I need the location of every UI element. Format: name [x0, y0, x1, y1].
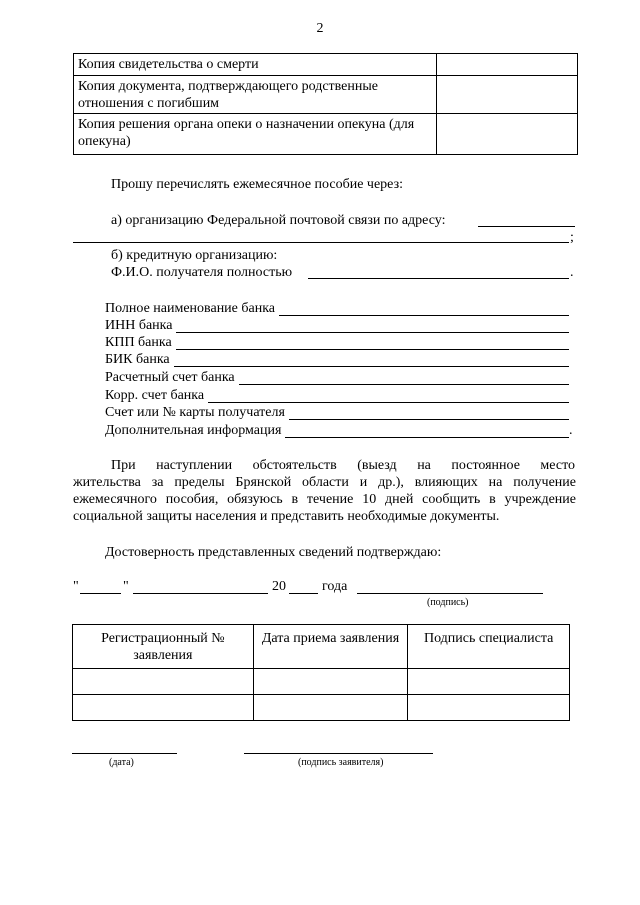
- bank-field-label: БИК банка: [105, 352, 170, 367]
- option-b-label: б) кредитную организацию:: [111, 248, 278, 263]
- table-row: [73, 695, 570, 721]
- doc-label: Копия документа, подтверждающего родственные отношения с погибшим: [74, 76, 437, 114]
- doc-label: Копия свидетельства о смерти: [74, 54, 437, 76]
- postal-address-field-2[interactable]: [73, 242, 569, 243]
- table-row: [74, 76, 578, 114]
- year-suffix: года: [322, 579, 348, 594]
- day-field[interactable]: [80, 593, 121, 594]
- footer-date-field[interactable]: [72, 753, 177, 754]
- bank-field-label: Расчетный счет банка: [105, 370, 235, 385]
- registration-table: [72, 624, 570, 721]
- header-specialist-signature: Подпись специалиста: [408, 625, 570, 669]
- table-cell[interactable]: [253, 669, 408, 695]
- table-cell[interactable]: [408, 669, 570, 695]
- bank-field-row[interactable]: [105, 351, 575, 368]
- table-row: [74, 54, 578, 76]
- footer-signature-caption: (подпись заявителя): [298, 757, 384, 768]
- additional-info-input[interactable]: [285, 422, 569, 438]
- documents-table: [73, 53, 578, 155]
- header-registration-number: Регистрационный № заявления: [73, 625, 254, 669]
- semicolon: ;: [570, 230, 574, 245]
- table-row: [74, 114, 578, 155]
- bank-field-row[interactable]: Дополнительная информация .: [105, 423, 573, 438]
- quote-open: ": [73, 579, 79, 594]
- month-field[interactable]: [133, 593, 268, 594]
- bank-field-label: ИНН банка: [105, 318, 173, 333]
- obligation-line-1: При наступлении обстоятельств (выезд на постоянное место: [111, 458, 575, 473]
- page-number: 2: [316, 21, 324, 36]
- obligation-line-3: ежемесячного пособия, обязуюсь в течение 10 дней сообщить в учреждение: [73, 492, 576, 507]
- card-number-input[interactable]: [289, 404, 569, 420]
- bank-name-input[interactable]: [279, 300, 569, 316]
- bank-field-label: КПП банка: [105, 335, 172, 350]
- table-cell[interactable]: [408, 695, 570, 721]
- doc-check-cell[interactable]: [437, 54, 578, 76]
- bank-field-label: Дополнительная информация: [105, 423, 282, 438]
- bank-field-label: Счет или № карты получателя: [105, 405, 285, 420]
- bik-input[interactable]: [174, 351, 569, 367]
- kpp-input[interactable]: [176, 334, 569, 350]
- payment-intro: Прошу перечислять ежемесячное пособие через:: [111, 177, 403, 192]
- recipient-label: Ф.И.О. получателя полностью: [111, 265, 293, 280]
- doc-label: Копия решения органа опеки о назначении опекуна (для опекуна): [74, 114, 437, 155]
- footer-date-caption: (дата): [109, 757, 134, 768]
- bank-field-row[interactable]: [105, 334, 575, 351]
- doc-check-cell[interactable]: [437, 76, 578, 114]
- account-input[interactable]: [239, 369, 569, 385]
- quote-close: ": [123, 579, 129, 594]
- doc-check-cell[interactable]: [437, 114, 578, 155]
- year-field[interactable]: [289, 593, 318, 594]
- obligation-line-4: социальной защиты населения и представить необходимые документы.: [73, 509, 500, 524]
- table-cell[interactable]: [73, 669, 254, 695]
- bank-field-row[interactable]: [105, 317, 575, 334]
- postal-address-field[interactable]: [478, 226, 575, 227]
- bank-field-label: Корр. счет банка: [105, 388, 205, 403]
- period: .: [570, 265, 574, 280]
- header-receipt-date: Дата приема заявления: [253, 625, 408, 669]
- signature-caption: (подпись): [427, 597, 469, 608]
- corr-account-input[interactable]: [208, 387, 569, 403]
- year-prefix: 20: [272, 579, 286, 594]
- table-header-row: [73, 625, 570, 669]
- recipient-name-field[interactable]: [308, 278, 569, 279]
- obligation-line-2: жительства за пределы Брянской области и др.), влияющих на получение: [73, 475, 576, 490]
- applicant-signature-field[interactable]: [357, 593, 543, 594]
- bank-field-row[interactable]: [105, 404, 575, 421]
- confirmation-text: Достоверность представленных сведений подтверждаю:: [105, 545, 442, 560]
- bank-field-label: Полное наименование банка: [105, 301, 276, 316]
- inn-input[interactable]: [176, 317, 569, 333]
- bank-field-row[interactable]: [105, 387, 575, 404]
- table-row: [73, 669, 570, 695]
- footer-signature-field[interactable]: [244, 753, 433, 754]
- table-cell[interactable]: [253, 695, 408, 721]
- table-cell[interactable]: [73, 695, 254, 721]
- option-a-label: а) организацию Федеральной почтовой связи по адресу:: [111, 213, 446, 228]
- bank-field-row[interactable]: [105, 369, 575, 386]
- bank-field-row[interactable]: [105, 300, 575, 317]
